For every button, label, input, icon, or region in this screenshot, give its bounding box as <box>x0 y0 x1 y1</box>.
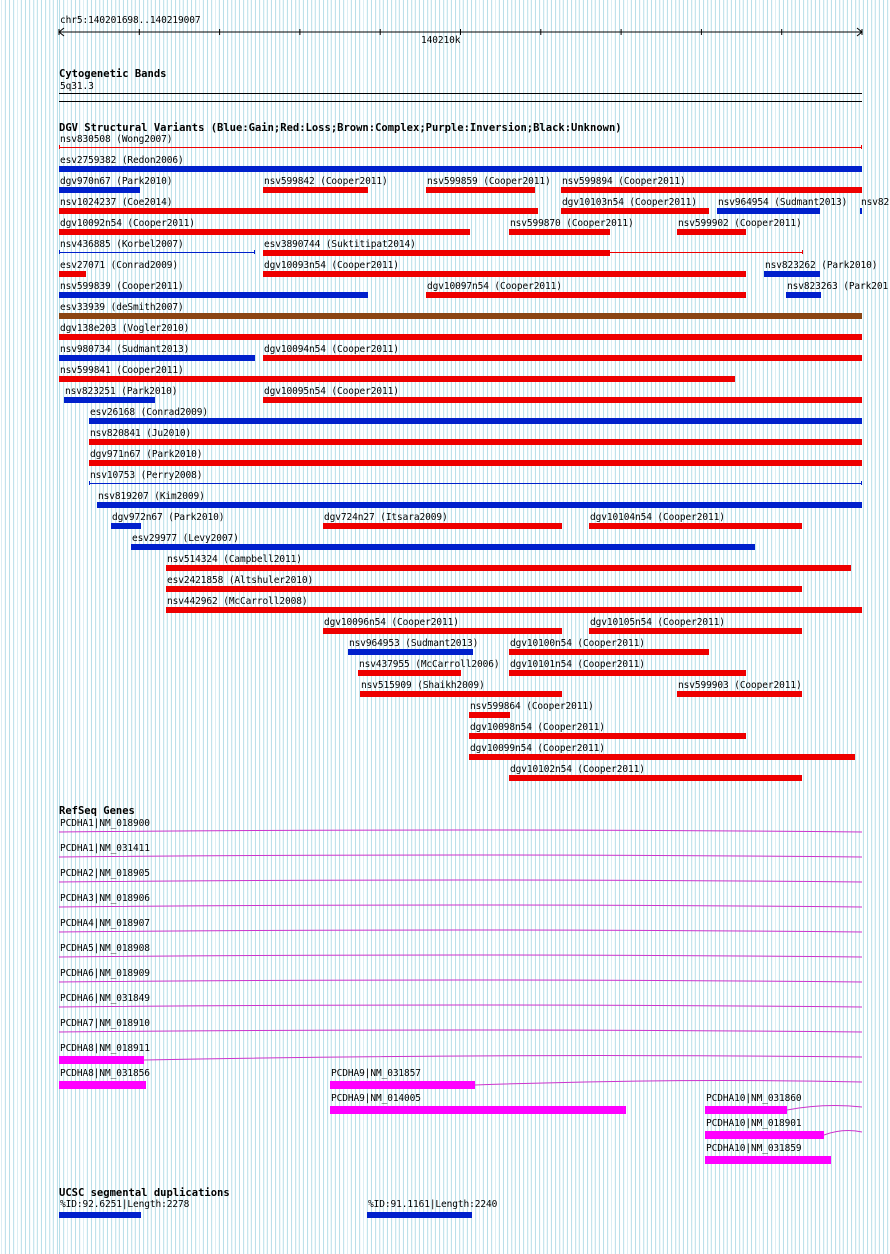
dgv-feature-loss[interactable] <box>166 565 851 571</box>
dgv-feature-loss[interactable] <box>469 754 855 760</box>
dgv-feature-gain[interactable] <box>59 292 368 298</box>
dgv-feature-loss[interactable] <box>360 691 562 697</box>
dgv-feature-gain[interactable] <box>97 502 862 508</box>
dgv-feature-label[interactable]: dgv10094n54 (Cooper2011) <box>264 344 399 355</box>
dgv-feature-label[interactable]: nsv599859 (Cooper2011) <box>427 176 551 187</box>
dgv-feature-label[interactable]: nsv823262 (Park2010) <box>765 260 878 271</box>
dgv-feature-label[interactable]: esv26168 (Conrad2009) <box>90 407 209 418</box>
dgv-feature-label[interactable]: esv3890744 (Suktitipat2014) <box>264 239 416 250</box>
dgv-feature-gain[interactable] <box>131 544 755 550</box>
ruler-svg <box>59 26 862 38</box>
dgv-feature-loss[interactable] <box>59 229 470 235</box>
dgv-feature-loss[interactable] <box>59 147 862 148</box>
dgv-feature-gain[interactable] <box>64 397 155 403</box>
locus-label: chr5:140201698..140219007 <box>60 15 201 26</box>
gene-label[interactable]: PCDHA5|NM_018908 <box>60 943 150 954</box>
gene-label[interactable]: PCDHA1|NM_031411 <box>60 843 150 854</box>
dgv-feature-loss[interactable] <box>263 271 746 277</box>
dgv-feature-label[interactable]: dgv138e203 (Vogler2010) <box>60 323 190 334</box>
dgv-feature-loss[interactable] <box>323 628 562 634</box>
dgv-feature-label[interactable]: nsv436885 (Korbel2007) <box>60 239 184 250</box>
dgv-feature-label[interactable]: esv2421858 (Altshuler2010) <box>167 575 314 586</box>
dgv-feature-gain[interactable] <box>59 166 862 172</box>
dgv-feature-loss[interactable] <box>469 712 510 718</box>
dgv-feature-gain[interactable] <box>786 292 821 298</box>
dgv-feature-label[interactable]: dgv970n67 (Park2010) <box>60 176 173 187</box>
cytoband-label: 5q31.3 <box>60 81 94 92</box>
dgv-feature-label[interactable]: nsv980734 (Sudmant2013) <box>60 344 190 355</box>
dgv-feature-loss[interactable] <box>263 187 368 193</box>
dgv-feature-loss[interactable] <box>166 586 802 592</box>
dgv-feature-label[interactable]: dgv10092n54 (Cooper2011) <box>60 218 195 229</box>
gene-exon-block[interactable] <box>705 1131 824 1139</box>
coordinate-ruler[interactable] <box>59 26 862 38</box>
dgv-feature-extension <box>610 252 803 253</box>
gene-intron-line <box>0 974 890 994</box>
gene-intron-line <box>0 999 890 1019</box>
gene-label[interactable]: PCDHA10|NM_018901 <box>706 1118 802 1129</box>
gene-label[interactable]: PCDHA10|NM_031860 <box>706 1093 802 1104</box>
dgv-feature-label[interactable]: dgv10105n54 (Cooper2011) <box>590 617 725 628</box>
dgv-feature-loss[interactable] <box>677 229 746 235</box>
dgv-feature-loss[interactable] <box>561 208 709 214</box>
dgv-feature-label[interactable]: nsv819207 (Kim2009) <box>98 491 205 502</box>
gene-label[interactable]: PCDHA6|NM_018909 <box>60 968 150 979</box>
dgv-feature-label[interactable]: dgv10093n54 (Cooper2011) <box>264 260 399 271</box>
dgv-feature-loss[interactable] <box>426 292 746 298</box>
dgv-feature-gain[interactable] <box>59 252 255 253</box>
dgv-feature-gain[interactable] <box>111 523 141 529</box>
dgv-feature-loss[interactable] <box>426 187 535 193</box>
gene-label[interactable]: PCDHA3|NM_018906 <box>60 893 150 904</box>
gene-intron-line <box>0 949 890 969</box>
dgv-feature-label[interactable]: nsv599842 (Cooper2011) <box>264 176 388 187</box>
dgv-feature-loss[interactable] <box>677 691 802 697</box>
dgv-feature-gain[interactable] <box>59 187 140 193</box>
dgv-feature-gain[interactable] <box>59 355 255 361</box>
gene-label[interactable]: PCDHA7|NM_018910 <box>60 1018 150 1029</box>
dgv-feature-label[interactable]: dgv10104n54 (Cooper2011) <box>590 512 725 523</box>
dgv-feature-loss[interactable] <box>263 250 610 256</box>
gene-exon-block[interactable] <box>330 1081 475 1089</box>
gene-intron-line <box>0 874 890 894</box>
gene-exon-block[interactable] <box>59 1056 144 1064</box>
dgv-feature-complex[interactable] <box>59 313 862 319</box>
gene-exon-block[interactable] <box>705 1106 787 1114</box>
dgv-feature-label[interactable]: nsv964954 (Sudmant2013) <box>718 197 848 208</box>
dgv-feature-label[interactable]: nsv823263 (Park201 <box>787 281 889 292</box>
dgv-feature-label[interactable]: dgv10099n54 (Cooper2011) <box>470 743 605 754</box>
dgv-feature-gain[interactable] <box>860 208 862 214</box>
dgv-feature-label[interactable]: nsv820841 (Ju2010) <box>90 428 192 439</box>
dgv-feature-label[interactable]: nsv599864 (Cooper2011) <box>470 701 594 712</box>
gene-label[interactable]: PCDHA10|NM_031859 <box>706 1143 802 1154</box>
gene-exon-block[interactable] <box>705 1156 831 1164</box>
dgv-feature-label[interactable]: esv29977 (Levy2007) <box>132 533 239 544</box>
dgv-feature-gain[interactable] <box>717 208 820 214</box>
dgv-feature-loss[interactable] <box>166 607 862 613</box>
dgv-feature-loss[interactable] <box>59 376 735 382</box>
dgv-feature-label[interactable]: esv27071 (Conrad2009) <box>60 260 179 271</box>
dgv-feature-label[interactable]: dgv724n27 (Itsara2009) <box>324 512 448 523</box>
dgv-feature-loss[interactable] <box>89 460 862 466</box>
segdup-label[interactable]: %ID:91.1161|Length:2240 <box>368 1199 498 1210</box>
dgv-feature-label[interactable]: nsv599870 (Cooper2011) <box>510 218 634 229</box>
ruler-center-label: 140210k <box>421 35 461 46</box>
dgv-feature-loss[interactable] <box>89 439 862 445</box>
dgv-feature-loss[interactable] <box>509 670 746 676</box>
gene-intron-line <box>0 1024 890 1044</box>
dgv-feature-loss[interactable] <box>589 628 802 634</box>
segdup-track-title: UCSC segmental duplications <box>59 1187 230 1199</box>
dgv-feature-label[interactable]: nsv599841 (Cooper2011) <box>60 365 184 376</box>
dgv-feature-loss[interactable] <box>59 271 86 277</box>
segdup-label[interactable]: %ID:92.6251|Length:2278 <box>60 1199 190 1210</box>
dgv-feature-label[interactable]: dgv972n67 (Park2010) <box>112 512 225 523</box>
dgv-feature-endcap <box>802 250 803 254</box>
gene-intron-line <box>0 899 890 919</box>
dgv-feature-label[interactable]: nsv599902 (Cooper2011) <box>678 218 802 229</box>
dgv-feature-loss[interactable] <box>589 523 802 529</box>
dgv-feature-label[interactable]: nsv442962 (McCarroll2008) <box>167 596 308 607</box>
dgv-feature-label[interactable]: dgv10103n54 (Cooper2011) <box>562 197 697 208</box>
dgv-feature-label[interactable]: dgv10100n54 (Cooper2011) <box>510 638 645 649</box>
dgv-feature-loss[interactable] <box>323 523 562 529</box>
dgv-feature-label[interactable]: dgv10096n54 (Cooper2011) <box>324 617 459 628</box>
dgv-feature-loss[interactable] <box>263 355 862 361</box>
dgv-feature-label[interactable]: nsv599894 (Cooper2011) <box>562 176 686 187</box>
dgv-feature-gain[interactable] <box>89 483 862 484</box>
gene-intron-line <box>0 924 890 944</box>
dgv-feature-label[interactable]: esv2759382 (Redon2006) <box>60 155 184 166</box>
dgv-feature-label[interactable]: nsv599903 (Cooper2011) <box>678 680 802 691</box>
segdup-bar[interactable] <box>59 1212 141 1218</box>
dgv-feature-label[interactable]: dgv10101n54 (Cooper2011) <box>510 659 645 670</box>
dgv-feature-label[interactable]: dgv971n67 (Park2010) <box>90 449 203 460</box>
dgv-feature-label[interactable]: nsv823251 (Park2010) <box>65 386 178 397</box>
dgv-feature-label[interactable]: dgv10102n54 (Cooper2011) <box>510 764 645 775</box>
gene-label[interactable]: PCDHA6|NM_031849 <box>60 993 150 1004</box>
dgv-feature-loss[interactable] <box>509 649 709 655</box>
dgv-feature-label[interactable]: nsv599839 (Cooper2011) <box>60 281 184 292</box>
dgv-feature-loss[interactable] <box>561 187 862 193</box>
cytoband-bottom-line <box>59 101 862 102</box>
gene-label[interactable]: PCDHA2|NM_018905 <box>60 868 150 879</box>
dgv-feature-gain[interactable] <box>764 271 820 277</box>
dgv-feature-label[interactable]: dgv10098n54 (Cooper2011) <box>470 722 605 733</box>
dgv-feature-label[interactable]: nsv82 <box>861 197 890 208</box>
gene-label[interactable]: PCDHA9|NM_014005 <box>331 1093 421 1104</box>
dgv-feature-label[interactable]: nsv10753 (Perry2008) <box>90 470 203 481</box>
dgv-feature-gain[interactable] <box>89 418 862 424</box>
dgv-feature-loss[interactable] <box>509 229 610 235</box>
dgv-feature-label[interactable]: nsv515909 (Shaikh2009) <box>361 680 485 691</box>
dgv-feature-loss[interactable] <box>263 397 862 403</box>
dgv-feature-loss[interactable] <box>358 670 461 676</box>
gene-label[interactable]: PCDHA8|NM_018911 <box>60 1043 150 1054</box>
dgv-feature-label[interactable]: nsv437955 (McCarroll2006) <box>359 659 500 670</box>
dgv-track-title: DGV Structural Variants (Blue:Gain;Red:Loss;Brown:Complex;Purple:Inversion;Black:Unknown) <box>59 122 622 134</box>
dgv-feature-loss[interactable] <box>59 208 538 214</box>
cytoband-track-title: Cytogenetic Bands <box>59 68 167 80</box>
segdup-bar[interactable] <box>367 1212 472 1218</box>
gene-intron-line <box>0 824 890 844</box>
dgv-feature-label[interactable]: dgv10097n54 (Cooper2011) <box>427 281 562 292</box>
dgv-feature-label[interactable]: esv33939 (deSmith2007) <box>60 302 184 313</box>
dgv-feature-label[interactable]: nsv1024237 (Coe2014) <box>60 197 173 208</box>
refseq-track-title: RefSeq Genes <box>59 805 135 817</box>
gene-intron-line <box>0 849 890 869</box>
gene-label[interactable]: PCDHA9|NM_031857 <box>331 1068 421 1079</box>
cytoband-top-line <box>59 93 862 94</box>
dgv-feature-label[interactable]: nsv964953 (Sudmant2013) <box>349 638 479 649</box>
dgv-feature-gain[interactable] <box>348 649 473 655</box>
dgv-feature-loss[interactable] <box>59 334 862 340</box>
gene-label[interactable]: PCDHA1|NM_018900 <box>60 818 150 829</box>
dgv-feature-loss[interactable] <box>509 775 802 781</box>
dgv-feature-label[interactable]: dgv10095n54 (Cooper2011) <box>264 386 399 397</box>
gene-label[interactable]: PCDHA4|NM_018907 <box>60 918 150 929</box>
dgv-feature-loss[interactable] <box>469 733 746 739</box>
dgv-feature-label[interactable]: nsv830508 (Wong2007) <box>60 134 173 145</box>
dgv-feature-label[interactable]: nsv514324 (Campbell2011) <box>167 554 302 565</box>
gene-label[interactable]: PCDHA8|NM_031856 <box>60 1068 150 1079</box>
